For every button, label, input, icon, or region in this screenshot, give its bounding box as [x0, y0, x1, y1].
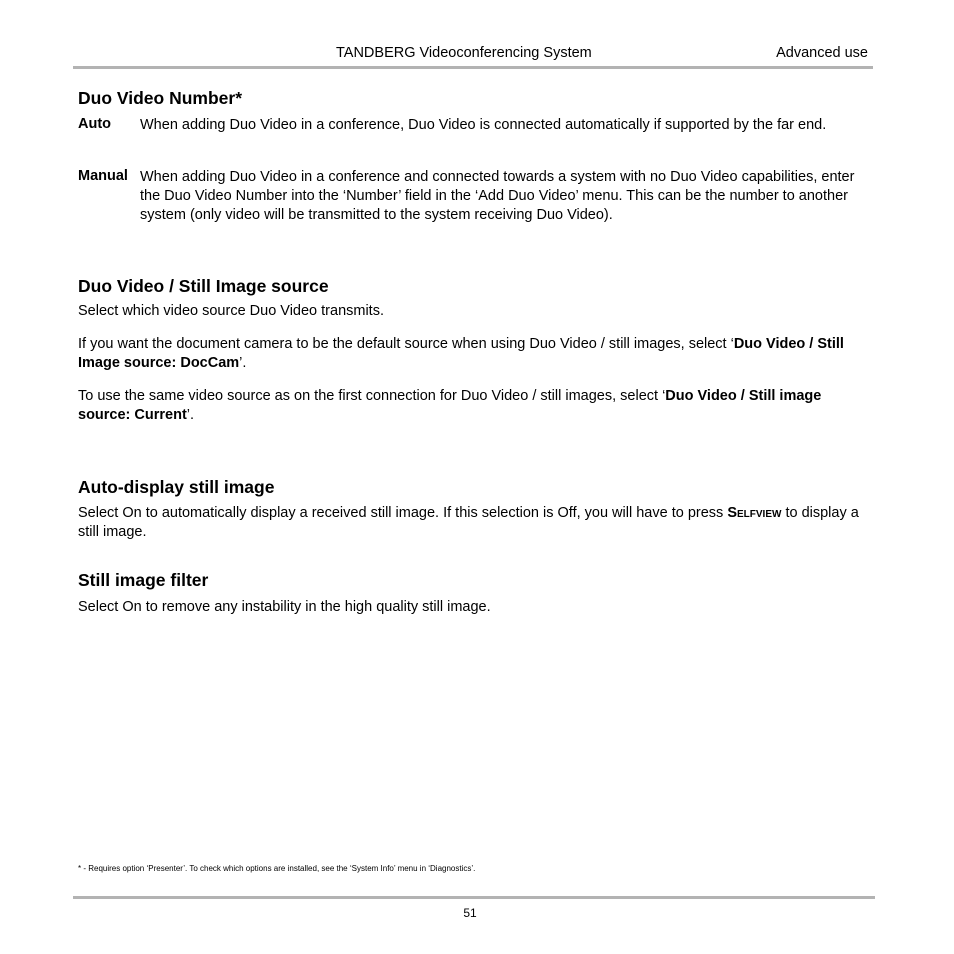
- option-term-auto: Auto: [78, 116, 112, 132]
- still-image-source-doccam-text: If you want the document camera to be the default source when using Duo Video / still images, select ‘Duo Video / Still Image source: DocCam’.: [78, 336, 844, 371]
- still-image-filter-text: Select On to remove any instability in the high quality still image.: [78, 599, 491, 615]
- still-image-source-intro: Select which video source Duo Video transmits.: [78, 303, 384, 319]
- option-term-manual: Manual: [78, 168, 128, 184]
- document-title: TANDBERG Videoconferencing System: [336, 45, 592, 61]
- setting-doccam: Duo Video / Still Image source: DocCam: [78, 336, 844, 371]
- still-image-source-current-text: To use the same video source as on the first connection for Duo Video / still images, select ‘Duo Video / Still image source: Current’.: [78, 388, 822, 423]
- option-description-manual: When adding Duo Video in a conference and connected towards a system with no Duo Video capabilities, enter the Duo Video Number into the ‘Number’ field in the ‘Add Duo Video’ menu. This can be the number to another system (only video will be transmitted to the system receiving Duo Video).: [140, 169, 855, 223]
- footer-divider: [73, 896, 875, 899]
- heading-duo-video-number: Duo Video Number*: [78, 88, 243, 108]
- heading-still-image-source: Duo Video / Still Image source: [78, 276, 329, 296]
- heading-auto-display: Auto-display still image: [78, 477, 275, 497]
- auto-display-text: Select On to automatically display a received still image. If this selection is Off, you will have to press Selfview to display a still image.: [78, 505, 859, 540]
- selfview-key: Selfview: [727, 505, 782, 521]
- setting-current: Duo Video / Still image source: Current: [78, 388, 822, 423]
- heading-still-image-filter: Still image filter: [78, 570, 209, 590]
- page-number: 51: [463, 906, 477, 920]
- section-name: Advanced use: [776, 45, 868, 61]
- footnote: * - Requires option ‘Presenter’. To check which options are installed, see the ‘System Info’ menu in ‘Diagnostics’.: [78, 864, 476, 873]
- header-divider: [73, 66, 873, 69]
- option-description-auto: When adding Duo Video in a conference, Duo Video is connected automatically if supported by the far end.: [140, 117, 827, 133]
